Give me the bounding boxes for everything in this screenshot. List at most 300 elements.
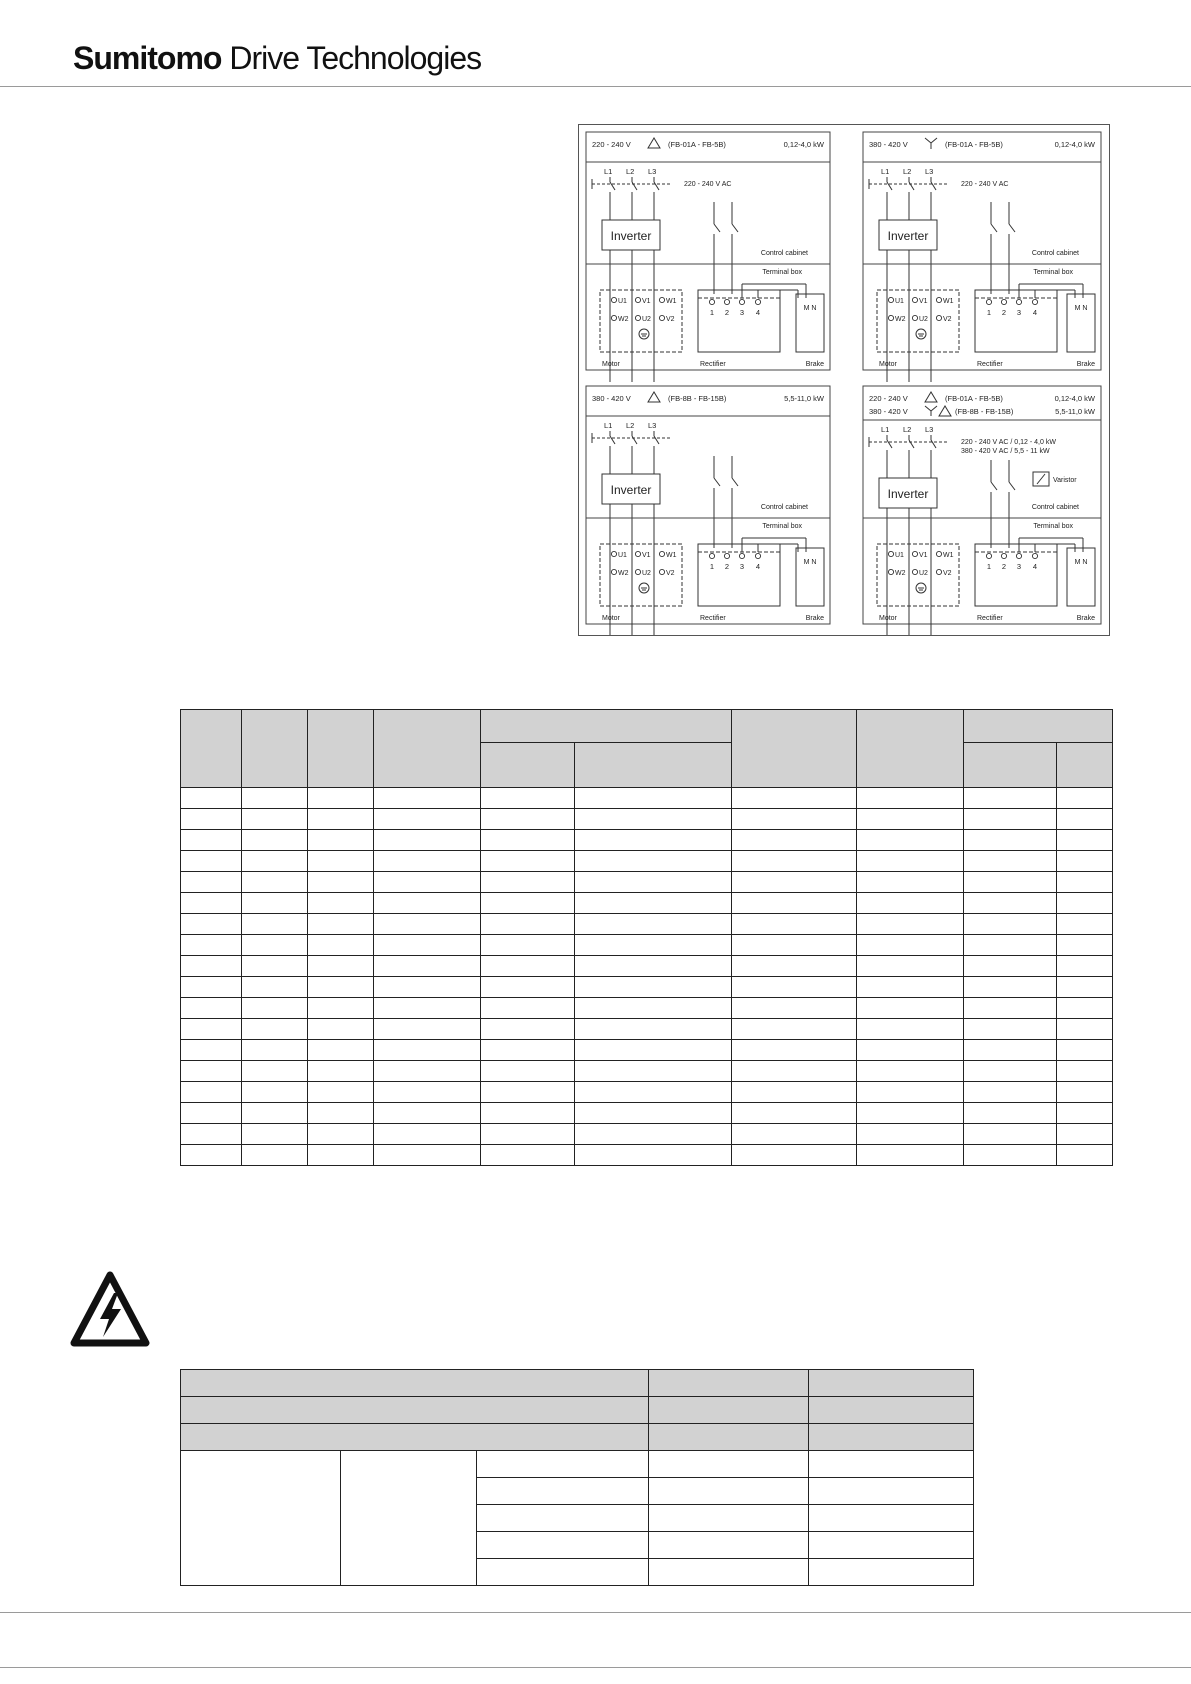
terminal-u1: U1 bbox=[895, 552, 904, 559]
table-cell bbox=[242, 1082, 308, 1103]
table-cell bbox=[1057, 893, 1113, 914]
rectifier-terminal-1: 1 bbox=[986, 562, 992, 571]
table-cell bbox=[481, 788, 575, 809]
table-cell bbox=[857, 830, 964, 851]
table-cell bbox=[732, 956, 857, 977]
table-cell bbox=[481, 1103, 575, 1124]
terminal-u2: U2 bbox=[642, 316, 651, 323]
table-cell bbox=[181, 1145, 242, 1166]
table-cell bbox=[374, 830, 481, 851]
table-row bbox=[181, 830, 1113, 851]
table-cell bbox=[181, 1103, 242, 1124]
table-cell bbox=[732, 998, 857, 1019]
varistor-label: Varistor bbox=[1053, 477, 1077, 484]
table-cell bbox=[575, 1061, 732, 1082]
table-cell bbox=[477, 1559, 649, 1586]
table-cell bbox=[374, 998, 481, 1019]
wiring-diagrams bbox=[578, 124, 1109, 635]
rectifier-terminal-1: 1 bbox=[709, 562, 715, 571]
table-cell bbox=[481, 1040, 575, 1061]
table-cell bbox=[575, 956, 732, 977]
table-cell bbox=[857, 956, 964, 977]
terminal-u2: U2 bbox=[642, 570, 651, 577]
table-cell bbox=[1057, 977, 1113, 998]
table-cell bbox=[575, 809, 732, 830]
table-cell bbox=[575, 851, 732, 872]
table-row bbox=[181, 872, 1113, 893]
rectifier-terminal-4: 4 bbox=[1032, 308, 1038, 317]
table-cell bbox=[308, 710, 374, 788]
terminal-box-label: Terminal box bbox=[1033, 523, 1073, 530]
table-cell bbox=[181, 1397, 649, 1424]
table-cell bbox=[374, 1040, 481, 1061]
table-cell bbox=[181, 872, 242, 893]
table-cell bbox=[732, 1124, 857, 1145]
table-cell bbox=[1057, 1124, 1113, 1145]
table-cell bbox=[181, 977, 242, 998]
table-cell bbox=[181, 710, 242, 788]
table-row bbox=[181, 1451, 974, 1478]
table-cell bbox=[374, 872, 481, 893]
table-row bbox=[181, 851, 1113, 872]
brake-mn-label: M N bbox=[803, 305, 817, 312]
terminal-w2: W2 bbox=[895, 570, 906, 577]
table-cell bbox=[1057, 788, 1113, 809]
table-row bbox=[181, 1082, 1113, 1103]
phase-label-3: L3 bbox=[648, 167, 657, 176]
table-cell bbox=[964, 914, 1057, 935]
diagram-power-b: 5,5-11,0 kW bbox=[1055, 407, 1095, 416]
table-cell bbox=[809, 1370, 974, 1397]
table-cell bbox=[857, 1145, 964, 1166]
table-row bbox=[181, 809, 1113, 830]
table-cell bbox=[308, 788, 374, 809]
table-cell bbox=[809, 1505, 974, 1532]
table-cell bbox=[575, 1145, 732, 1166]
table-cell bbox=[809, 1397, 974, 1424]
table-cell bbox=[1057, 1040, 1113, 1061]
diagram-voltage: 380 - 420 V bbox=[592, 394, 631, 403]
terminal-u1: U1 bbox=[895, 298, 904, 305]
terminal-v1: V1 bbox=[642, 552, 651, 559]
table-cell bbox=[242, 851, 308, 872]
table-cell bbox=[374, 851, 481, 872]
terminal-w2: W2 bbox=[618, 316, 629, 323]
table-cell bbox=[1057, 1103, 1113, 1124]
table-cell bbox=[242, 809, 308, 830]
table-cell bbox=[242, 1019, 308, 1040]
table-cell bbox=[809, 1451, 974, 1478]
phase-label-2: L2 bbox=[903, 167, 912, 176]
wiring-diagram-4 bbox=[863, 386, 1101, 635]
table-row bbox=[181, 788, 1113, 809]
table-cell bbox=[374, 914, 481, 935]
rectifier-terminal-2: 2 bbox=[1001, 562, 1007, 571]
brake-label: Brake bbox=[1076, 361, 1095, 368]
terminal-v2: V2 bbox=[943, 570, 952, 577]
wiring-diagram-3 bbox=[586, 386, 830, 635]
rectifier-terminal-4: 4 bbox=[755, 562, 761, 571]
table-cell bbox=[181, 1451, 341, 1586]
table-cell bbox=[732, 1019, 857, 1040]
diagram-series: (FB-8B - FB-15B) bbox=[668, 394, 727, 403]
phase-label-3: L3 bbox=[648, 421, 657, 430]
table-cell bbox=[242, 830, 308, 851]
table-cell bbox=[308, 893, 374, 914]
table-cell bbox=[575, 788, 732, 809]
table-cell bbox=[964, 1124, 1057, 1145]
table-cell bbox=[481, 1019, 575, 1040]
table-cell bbox=[242, 998, 308, 1019]
table-cell bbox=[732, 1145, 857, 1166]
table-cell bbox=[481, 872, 575, 893]
table-header-row bbox=[181, 1424, 974, 1451]
control-cabinet-label: Control cabinet bbox=[1031, 504, 1079, 511]
table-row bbox=[181, 1061, 1113, 1082]
terminal-w1: W1 bbox=[666, 298, 677, 305]
table-cell bbox=[964, 977, 1057, 998]
wiring-diagram-2 bbox=[863, 132, 1101, 382]
table-cell bbox=[1057, 935, 1113, 956]
rectifier-terminal-1: 1 bbox=[709, 308, 715, 317]
supply-label: 220 - 240 V AC / 0,12 - 4,0 kW bbox=[961, 439, 1056, 446]
table-cell bbox=[1057, 872, 1113, 893]
table-row bbox=[181, 1145, 1113, 1166]
table-row bbox=[181, 956, 1113, 977]
table-cell bbox=[964, 1061, 1057, 1082]
diagram-voltage: 220 - 240 V bbox=[592, 140, 631, 149]
table-cell bbox=[308, 1061, 374, 1082]
table-cell bbox=[481, 743, 575, 788]
table-cell bbox=[964, 1145, 1057, 1166]
supply-label: 220 - 240 V AC bbox=[961, 181, 1009, 188]
phase-label-2: L2 bbox=[626, 167, 635, 176]
table-cell bbox=[374, 935, 481, 956]
table-cell bbox=[481, 935, 575, 956]
table-cell bbox=[732, 788, 857, 809]
table-cell bbox=[481, 977, 575, 998]
table-cell bbox=[857, 935, 964, 956]
table-cell bbox=[308, 956, 374, 977]
table-cell bbox=[575, 893, 732, 914]
table-cell bbox=[964, 1082, 1057, 1103]
table-cell bbox=[242, 977, 308, 998]
diagram-power: 0,12-4,0 kW bbox=[1054, 140, 1095, 149]
table-cell bbox=[374, 893, 481, 914]
table-cell bbox=[857, 788, 964, 809]
terminal-box-label: Terminal box bbox=[762, 523, 802, 530]
table-cell bbox=[181, 1370, 649, 1397]
table-cell bbox=[732, 1103, 857, 1124]
table-cell bbox=[308, 1124, 374, 1145]
rectifier-terminal-3: 3 bbox=[739, 562, 745, 571]
technical-data-table bbox=[180, 709, 1113, 1166]
control-cabinet-label: Control cabinet bbox=[760, 250, 808, 257]
table-cell bbox=[649, 1505, 809, 1532]
table-cell bbox=[374, 788, 481, 809]
table-cell bbox=[857, 710, 964, 788]
diagram-series: (FB-01A - FB-5B) bbox=[668, 140, 726, 149]
brake-mn-label: M N bbox=[803, 559, 817, 566]
table-cell bbox=[242, 1103, 308, 1124]
table-cell bbox=[374, 1061, 481, 1082]
table-cell bbox=[732, 830, 857, 851]
table-cell bbox=[481, 830, 575, 851]
header-rule bbox=[0, 86, 1191, 87]
brake-label: Brake bbox=[1076, 615, 1095, 622]
table-cell bbox=[575, 830, 732, 851]
table-cell bbox=[242, 710, 308, 788]
rectifier-label: Rectifier bbox=[700, 361, 726, 368]
table-cell bbox=[308, 977, 374, 998]
table-cell bbox=[1057, 1019, 1113, 1040]
terminal-v2: V2 bbox=[666, 316, 675, 323]
table-cell bbox=[374, 1082, 481, 1103]
table-cell bbox=[1057, 851, 1113, 872]
table-cell bbox=[477, 1505, 649, 1532]
diagram-voltage-b: 380 - 420 V bbox=[869, 407, 908, 416]
table-cell bbox=[181, 935, 242, 956]
table-row bbox=[181, 977, 1113, 998]
diagram-power: 0,12-4,0 kW bbox=[1054, 394, 1095, 403]
table-cell bbox=[649, 1559, 809, 1586]
motor-label: Motor bbox=[602, 615, 620, 622]
table-cell bbox=[1057, 914, 1113, 935]
table-cell bbox=[1057, 1082, 1113, 1103]
table-cell bbox=[732, 872, 857, 893]
table-cell bbox=[732, 893, 857, 914]
table-cell bbox=[308, 998, 374, 1019]
phase-label-3: L3 bbox=[925, 425, 934, 434]
table-cell bbox=[1057, 830, 1113, 851]
terminal-v2: V2 bbox=[943, 316, 952, 323]
brake-data-table bbox=[180, 1369, 974, 1586]
terminal-v1: V1 bbox=[919, 552, 928, 559]
table-cell bbox=[857, 914, 964, 935]
table-cell bbox=[181, 956, 242, 977]
table-cell bbox=[857, 1124, 964, 1145]
table-row bbox=[181, 1124, 1113, 1145]
table-cell bbox=[374, 956, 481, 977]
footer-rule-upper bbox=[0, 1612, 1191, 1613]
table-header-row bbox=[181, 710, 1113, 743]
table-cell bbox=[732, 914, 857, 935]
table-row bbox=[181, 893, 1113, 914]
footer-rule-lower bbox=[0, 1667, 1191, 1668]
phase-label-2: L2 bbox=[626, 421, 635, 430]
terminal-box-label: Terminal box bbox=[1033, 269, 1073, 276]
table-cell bbox=[374, 1145, 481, 1166]
table-cell bbox=[308, 1082, 374, 1103]
table-cell bbox=[308, 809, 374, 830]
table-cell bbox=[374, 977, 481, 998]
table-cell bbox=[964, 788, 1057, 809]
table-cell bbox=[857, 851, 964, 872]
table-cell bbox=[964, 710, 1113, 743]
table-cell bbox=[181, 1124, 242, 1145]
table-cell bbox=[308, 872, 374, 893]
table-cell bbox=[964, 956, 1057, 977]
brand-logo: Sumitomo Drive Technologies bbox=[73, 40, 482, 76]
table-cell bbox=[481, 998, 575, 1019]
table-cell bbox=[857, 893, 964, 914]
table-cell bbox=[809, 1559, 974, 1586]
diagram-voltage: 380 - 420 V bbox=[869, 140, 908, 149]
table-cell bbox=[374, 1103, 481, 1124]
table-cell bbox=[732, 1061, 857, 1082]
table-cell bbox=[308, 851, 374, 872]
table-cell bbox=[181, 1082, 242, 1103]
table-cell bbox=[481, 914, 575, 935]
table-cell bbox=[242, 1040, 308, 1061]
table-cell bbox=[477, 1478, 649, 1505]
table-cell bbox=[732, 1082, 857, 1103]
table-cell bbox=[575, 935, 732, 956]
table-cell bbox=[374, 1019, 481, 1040]
table-header-row bbox=[181, 1370, 974, 1397]
table-cell bbox=[575, 872, 732, 893]
diagram-series: (FB-01A - FB-5B) bbox=[945, 394, 1003, 403]
table-cell bbox=[1057, 998, 1113, 1019]
table-row bbox=[181, 1019, 1113, 1040]
supply-label-2: 380 - 420 V AC / 5,5 - 11 kW bbox=[961, 448, 1050, 455]
terminal-w2: W2 bbox=[895, 316, 906, 323]
table-cell bbox=[649, 1397, 809, 1424]
rectifier-terminal-4: 4 bbox=[1032, 562, 1038, 571]
table-cell bbox=[181, 998, 242, 1019]
rectifier-terminal-3: 3 bbox=[1016, 562, 1022, 571]
table-cell bbox=[575, 914, 732, 935]
table-cell bbox=[964, 743, 1057, 788]
diagram-series-b: (FB-8B - FB-15B) bbox=[955, 407, 1014, 416]
table-cell bbox=[308, 1145, 374, 1166]
terminal-w1: W1 bbox=[943, 552, 954, 559]
table-cell bbox=[732, 977, 857, 998]
control-cabinet-label: Control cabinet bbox=[1031, 250, 1079, 257]
phase-label-1: L1 bbox=[604, 167, 613, 176]
table-cell bbox=[181, 809, 242, 830]
diagram-voltage: 220 - 240 V bbox=[869, 394, 908, 403]
inverter-label: Inverter bbox=[610, 229, 652, 243]
table-cell bbox=[481, 1124, 575, 1145]
table-cell bbox=[732, 851, 857, 872]
table-cell bbox=[809, 1532, 974, 1559]
table-cell bbox=[575, 1124, 732, 1145]
table-cell bbox=[575, 1103, 732, 1124]
table-cell bbox=[308, 1040, 374, 1061]
table-cell bbox=[1057, 809, 1113, 830]
rectifier-label: Rectifier bbox=[700, 615, 726, 622]
table-header-row bbox=[181, 1397, 974, 1424]
table-cell bbox=[1057, 1145, 1113, 1166]
terminal-v1: V1 bbox=[919, 298, 928, 305]
motor-label: Motor bbox=[879, 615, 897, 622]
phase-label-2: L2 bbox=[903, 425, 912, 434]
table-cell bbox=[374, 710, 481, 788]
table-cell bbox=[242, 1124, 308, 1145]
rectifier-terminal-2: 2 bbox=[1001, 308, 1007, 317]
table-cell bbox=[575, 998, 732, 1019]
brake-label: Brake bbox=[805, 615, 824, 622]
table-cell bbox=[481, 1145, 575, 1166]
table-cell bbox=[481, 1061, 575, 1082]
rectifier-terminal-2: 2 bbox=[724, 562, 730, 571]
terminal-v1: V1 bbox=[642, 298, 651, 305]
table-cell bbox=[1057, 743, 1113, 788]
table-cell bbox=[857, 1082, 964, 1103]
table-cell bbox=[181, 851, 242, 872]
rectifier-terminal-2: 2 bbox=[724, 308, 730, 317]
table-cell bbox=[857, 1019, 964, 1040]
table-cell bbox=[242, 935, 308, 956]
table-cell bbox=[481, 893, 575, 914]
table-cell bbox=[964, 998, 1057, 1019]
wiring-diagram-1 bbox=[586, 132, 830, 382]
table-cell bbox=[181, 1040, 242, 1061]
table-cell bbox=[964, 1103, 1057, 1124]
high-voltage-warning-icon bbox=[70, 1271, 150, 1351]
table-cell bbox=[477, 1451, 649, 1478]
terminal-w1: W1 bbox=[943, 298, 954, 305]
table-cell bbox=[732, 935, 857, 956]
table-cell bbox=[242, 788, 308, 809]
table-cell bbox=[649, 1451, 809, 1478]
rectifier-terminal-4: 4 bbox=[755, 308, 761, 317]
table-cell bbox=[308, 1103, 374, 1124]
table-cell bbox=[308, 830, 374, 851]
table-cell bbox=[181, 893, 242, 914]
phase-label-1: L1 bbox=[604, 421, 613, 430]
rectifier-label: Rectifier bbox=[977, 361, 1003, 368]
phase-label-3: L3 bbox=[925, 167, 934, 176]
table-cell bbox=[374, 809, 481, 830]
table-cell bbox=[481, 851, 575, 872]
control-cabinet-label: Control cabinet bbox=[760, 504, 808, 511]
table-cell bbox=[857, 1040, 964, 1061]
table-cell bbox=[575, 1040, 732, 1061]
table-cell bbox=[649, 1478, 809, 1505]
terminal-v2: V2 bbox=[666, 570, 675, 577]
table-cell bbox=[857, 809, 964, 830]
table-cell bbox=[964, 872, 1057, 893]
rectifier-terminal-3: 3 bbox=[1016, 308, 1022, 317]
table-cell bbox=[477, 1532, 649, 1559]
table-cell bbox=[481, 1082, 575, 1103]
table-cell bbox=[242, 872, 308, 893]
table-cell bbox=[242, 914, 308, 935]
table-cell bbox=[857, 977, 964, 998]
table-cell bbox=[575, 743, 732, 788]
brake-mn-label: M N bbox=[1074, 305, 1088, 312]
table-cell bbox=[181, 1019, 242, 1040]
table-cell bbox=[308, 1019, 374, 1040]
table-cell bbox=[481, 956, 575, 977]
table-cell bbox=[857, 1061, 964, 1082]
terminal-w2: W2 bbox=[618, 570, 629, 577]
table-cell bbox=[481, 710, 732, 743]
inverter-label: Inverter bbox=[610, 483, 652, 497]
table-cell bbox=[964, 809, 1057, 830]
terminal-u2: U2 bbox=[919, 316, 928, 323]
table-cell bbox=[732, 809, 857, 830]
table-cell bbox=[964, 851, 1057, 872]
table-cell bbox=[181, 914, 242, 935]
rectifier-terminal-1: 1 bbox=[986, 308, 992, 317]
motor-label: Motor bbox=[602, 361, 620, 368]
table-cell bbox=[964, 893, 1057, 914]
table-cell bbox=[732, 1040, 857, 1061]
brake-label: Brake bbox=[805, 361, 824, 368]
